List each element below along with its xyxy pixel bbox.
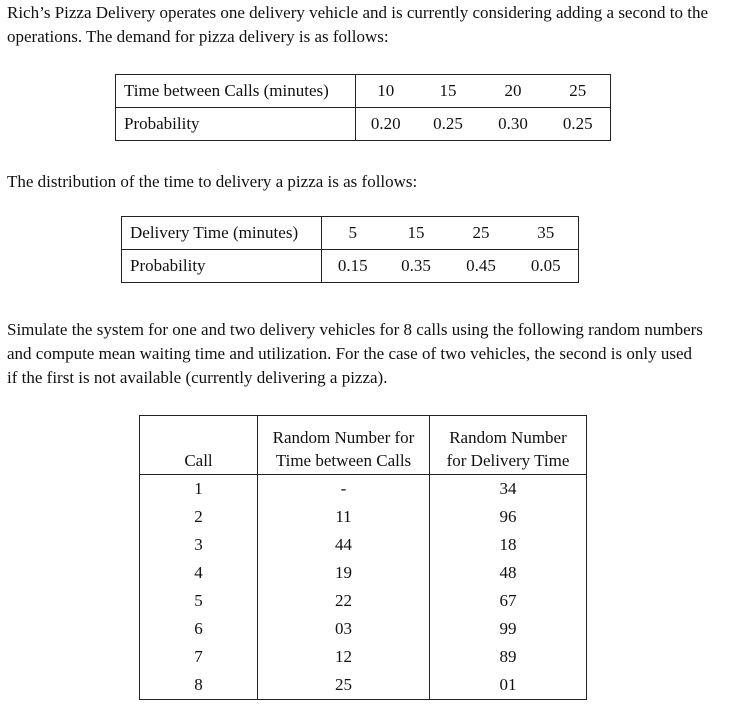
delivery-random-cell: 89 [430, 643, 587, 671]
table-row [140, 587, 587, 615]
delivery-distribution-table [121, 216, 579, 283]
delivery-random-cell: 48 [430, 559, 587, 587]
call-number-cell: 1 [140, 475, 258, 504]
delivery-time-label: Delivery Time (minutes) [122, 217, 322, 250]
random-table-header-row [140, 416, 587, 475]
delivery-time-value: 35 [514, 217, 579, 250]
instructions-paragraph [7, 318, 703, 390]
demand-probability-value: 0.30 [481, 108, 546, 141]
table-row [140, 559, 587, 587]
delivery-time-header-line: Random Number [449, 428, 567, 447]
random-number-table [139, 415, 587, 700]
intro-line-2: operations. The demand for pizza delivery is as follows: [7, 27, 389, 46]
instructions-line-3: if the first is not available (currently delivering a pizza). [7, 368, 388, 387]
table-row [140, 671, 587, 700]
demand-time-value: 10 [356, 75, 416, 108]
delivery-random-cell: 01 [430, 671, 587, 700]
demand-probability-value: 0.25 [416, 108, 481, 141]
table-row [140, 531, 587, 559]
between-random-cell: 12 [258, 643, 430, 671]
demand-time-value: 20 [481, 75, 546, 108]
delivery-probability-label: Probability [122, 250, 322, 283]
between-random-cell: 19 [258, 559, 430, 587]
demand-probability-row [116, 108, 611, 141]
call-number-cell: 4 [140, 559, 258, 587]
delivery-probability-value: 0.15 [322, 250, 384, 283]
between-random-cell: 11 [258, 503, 430, 531]
delivery-probability-value: 0.05 [514, 250, 579, 283]
demand-probability-value: 0.25 [546, 108, 611, 141]
call-number-cell: 5 [140, 587, 258, 615]
demand-time-value: 15 [416, 75, 481, 108]
instructions-line-2: and compute mean waiting time and utilization. For the case of two vehicles, the second is only used [7, 344, 693, 363]
instructions-line-1: Simulate the system for one and two delivery vehicles for 8 calls using the following random numbers [7, 320, 703, 339]
delivery-time-value: 5 [322, 217, 384, 250]
delivery-random-cell: 96 [430, 503, 587, 531]
delivery-time-header-line: for Delivery Time [446, 451, 570, 470]
delivery-time-column-header [430, 416, 587, 475]
intro-paragraph [7, 1, 708, 49]
demand-time-row [116, 75, 611, 108]
delivery-random-cell: 18 [430, 531, 587, 559]
delivery-probability-value: 0.45 [449, 250, 514, 283]
demand-time-value: 25 [546, 75, 611, 108]
between-calls-header-line: Random Number for [272, 428, 415, 447]
between-random-cell: 03 [258, 615, 430, 643]
between-random-cell: - [258, 475, 430, 504]
delivery-time-row [122, 217, 579, 250]
delivery-random-cell: 34 [430, 475, 587, 504]
between-random-cell: 22 [258, 587, 430, 615]
call-number-cell: 7 [140, 643, 258, 671]
delivery-time-value: 25 [449, 217, 514, 250]
delivery-intro-text: The distribution of the time to delivery a pizza is as follows: [7, 172, 418, 191]
delivery-probability-row [122, 250, 579, 283]
between-calls-column-header [258, 416, 430, 475]
delivery-probability-value: 0.35 [384, 250, 449, 283]
delivery-random-cell: 99 [430, 615, 587, 643]
delivery-random-cell: 67 [430, 587, 587, 615]
table-row [140, 615, 587, 643]
call-column-header: Call [140, 416, 258, 475]
call-number-cell: 2 [140, 503, 258, 531]
table-row [140, 643, 587, 671]
table-row [140, 475, 587, 504]
between-random-cell: 25 [258, 671, 430, 700]
between-calls-header-line: Time between Calls [275, 451, 412, 470]
demand-probability-label: Probability [116, 108, 356, 141]
delivery-time-value: 15 [384, 217, 449, 250]
call-number-cell: 6 [140, 615, 258, 643]
demand-probability-value: 0.20 [356, 108, 416, 141]
intro-line-1: Rich’s Pizza Delivery operates one delivery vehicle and is currently considering adding a second to the [7, 3, 709, 22]
between-random-cell: 44 [258, 531, 430, 559]
table-row [140, 503, 587, 531]
call-number-cell: 3 [140, 531, 258, 559]
demand-distribution-table [115, 74, 611, 141]
call-number-cell: 8 [140, 671, 258, 700]
demand-time-label: Time between Calls (minutes) [116, 75, 356, 108]
